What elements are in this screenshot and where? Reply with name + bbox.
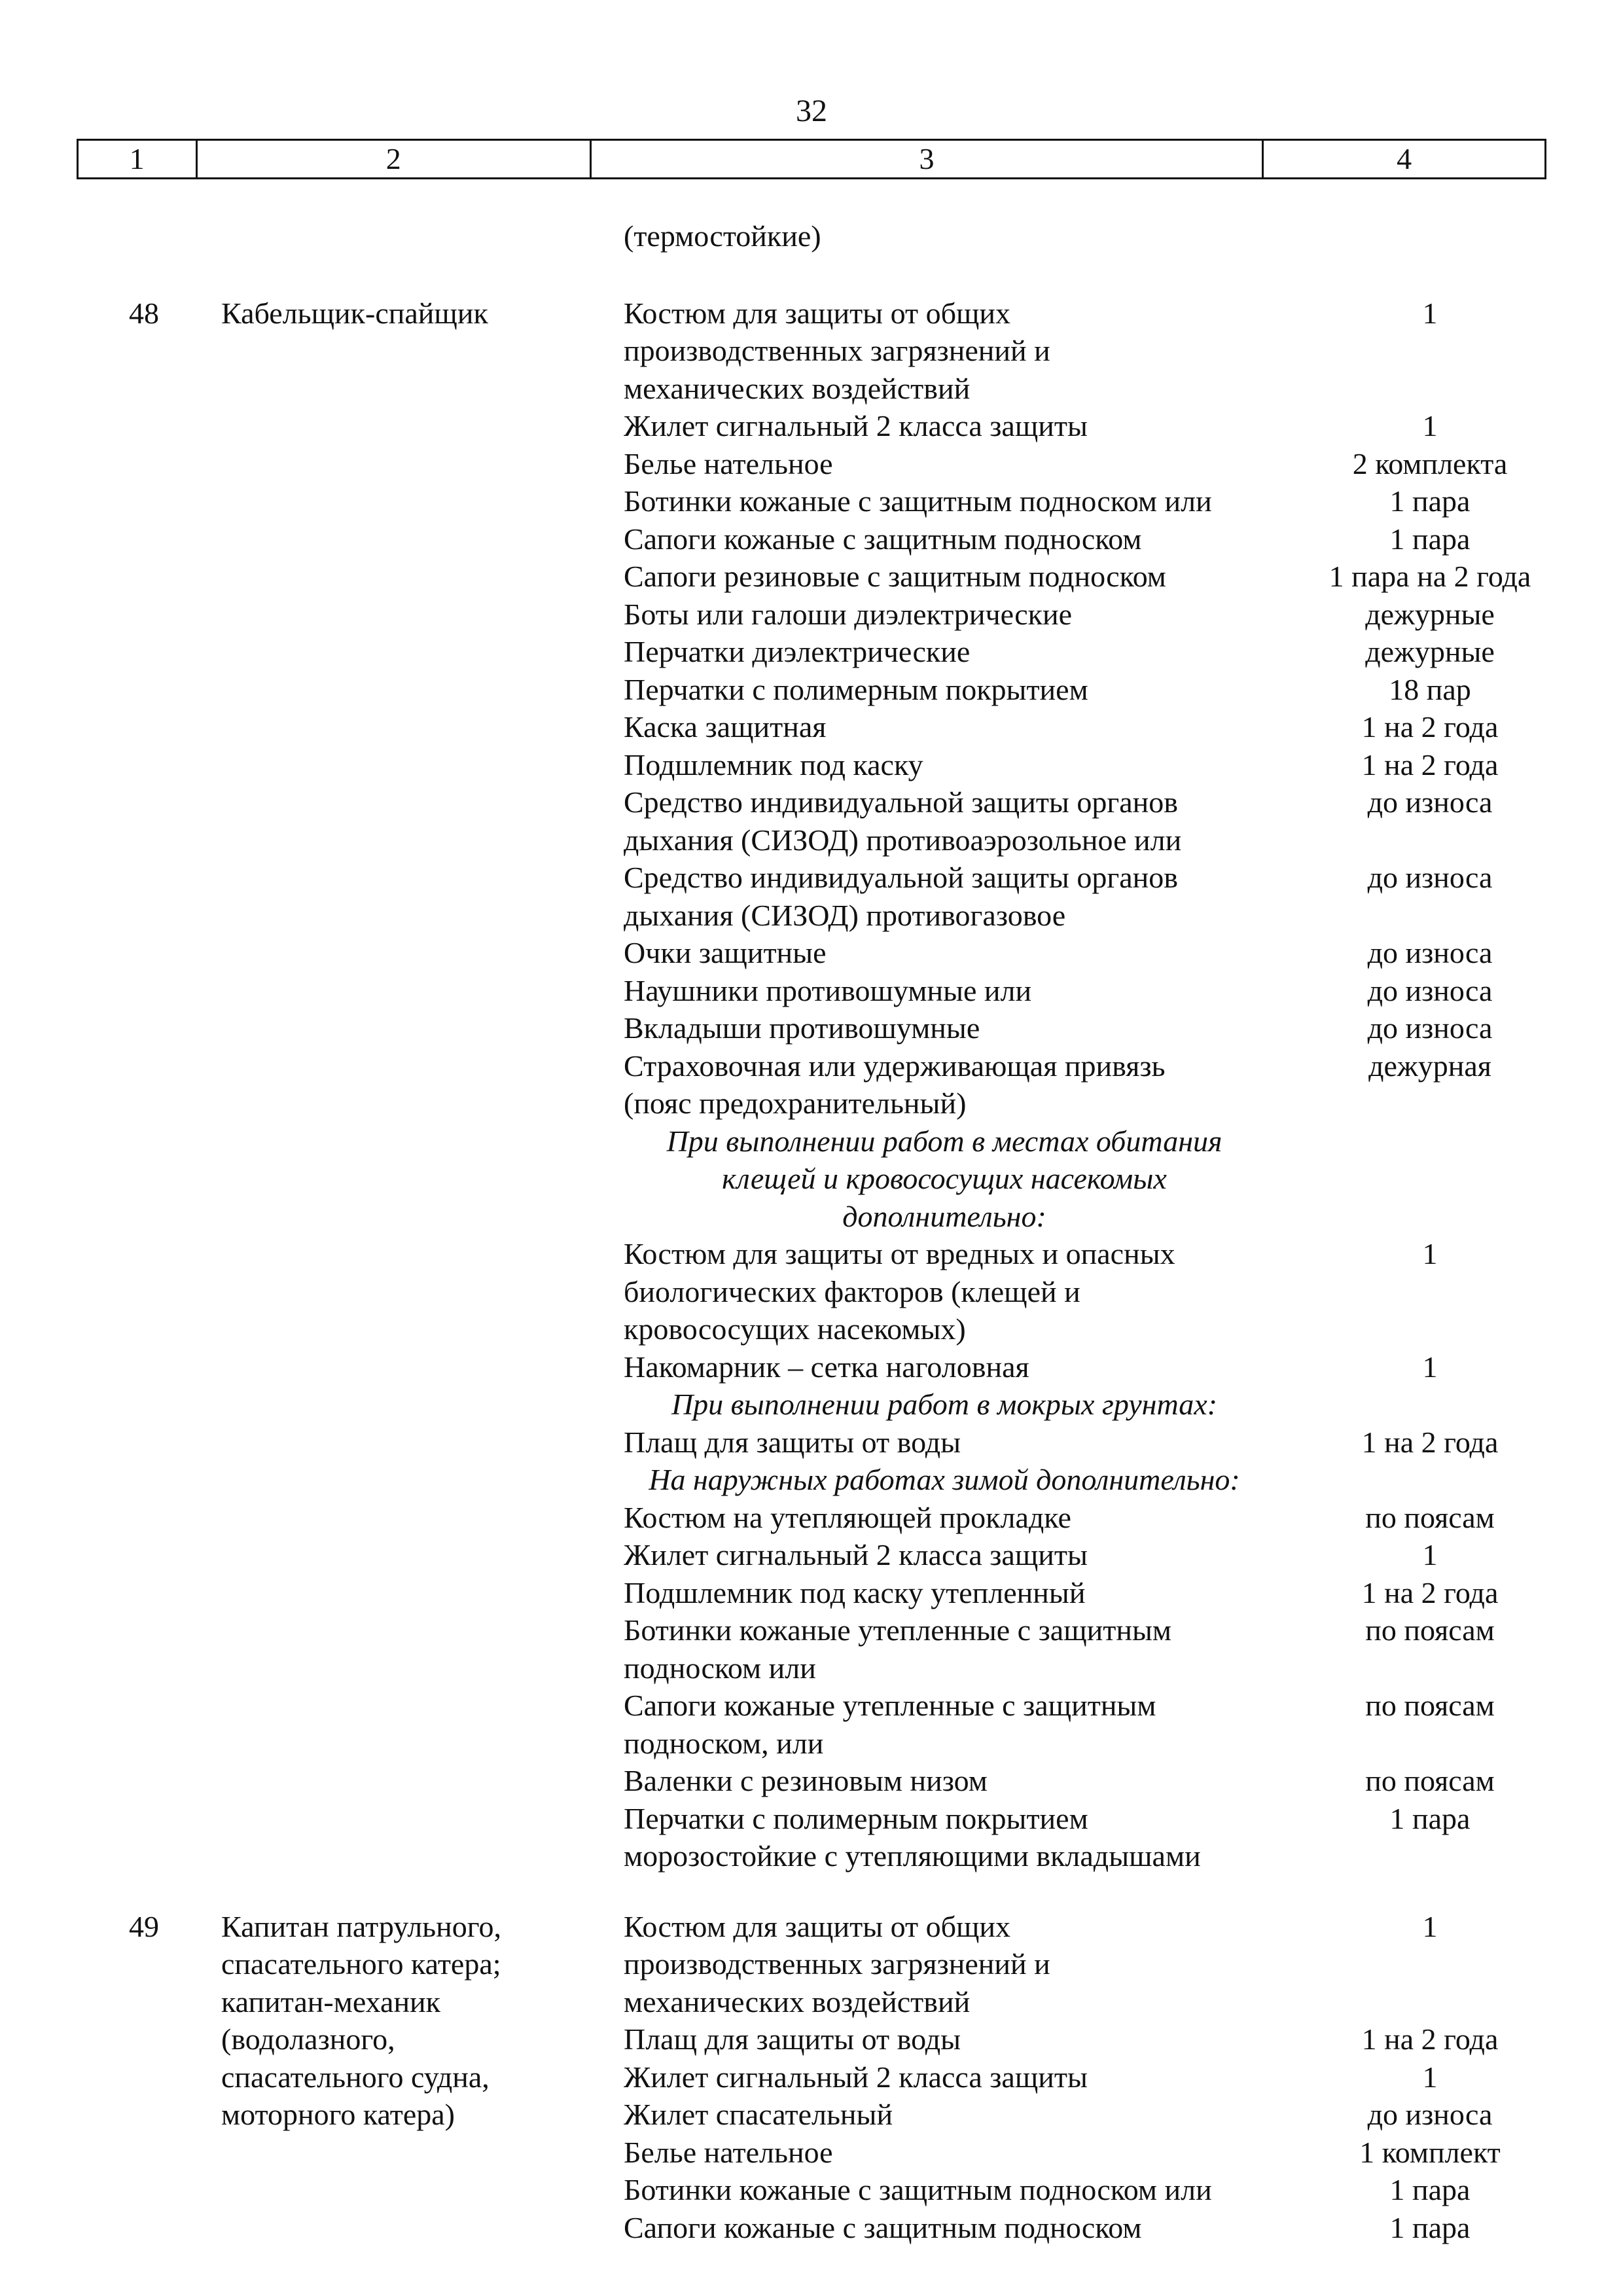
job-title-line: Кабельщик-спайщик <box>221 296 488 330</box>
ppe-item: Перчатки с полимерным покрытием <box>624 672 1088 706</box>
job-title-line: моторного катера) <box>221 2098 455 2131</box>
ppe-item: Сапоги резиновые с защитным подноском <box>624 560 1166 593</box>
job-title-line: Капитан патрульного, <box>221 1909 501 1943</box>
issue-norm: 18 пар <box>1389 672 1471 706</box>
ppe-item: Жилет спасательный <box>624 2098 893 2131</box>
ppe-item: Костюм для защиты от вредных и опасных <box>624 1237 1175 1270</box>
issue-norm: дежурная <box>1368 1049 1491 1083</box>
issue-norm: до износа <box>1367 2098 1493 2131</box>
entry-number: 48 <box>129 296 159 330</box>
job-title-line: капитан-механик <box>221 1984 441 2018</box>
column-header-3: 3 <box>592 141 1264 177</box>
issue-norm: 1 комплект <box>1359 2135 1501 2169</box>
issue-norm: 1 пара <box>1389 1801 1471 1835</box>
ppe-item: Сапоги кожаные с защитным подноском <box>624 2210 1142 2244</box>
condition-note: дополнительно: <box>842 1199 1046 1233</box>
issue-norm: по поясам <box>1365 1613 1495 1647</box>
issue-norm: 1 на 2 года <box>1361 747 1499 781</box>
ppe-item: Ботинки кожаные утепленные с защитным <box>624 1613 1171 1647</box>
issue-norm: по поясам <box>1365 1689 1495 1722</box>
issue-norm: 1 <box>1422 2060 1438 2094</box>
issue-norm: дежурные <box>1365 597 1495 631</box>
ppe-item: Жилет сигнальный 2 класса защиты <box>624 1538 1088 1571</box>
issue-norm: 1 пара <box>1389 484 1471 518</box>
column-header-4: 4 <box>1397 142 1412 175</box>
ppe-item: механических воздействий <box>624 1984 971 2018</box>
issue-norm: 1 на 2 года <box>1361 1575 1499 1609</box>
ppe-item: Подшлемник под каску утепленный <box>624 1575 1086 1609</box>
continuation-text: (термостойкие) <box>624 219 821 253</box>
ppe-item: подноском, или <box>624 1726 824 1760</box>
ppe-item: Костюм на утепляющей прокладке <box>624 1500 1071 1534</box>
issue-norm: 1 на 2 года <box>1361 710 1499 744</box>
issue-norm: до износа <box>1367 973 1493 1007</box>
ppe-item: Страховочная или удерживающая привязь <box>624 1049 1166 1083</box>
issue-norm: 1 пара <box>1389 522 1471 556</box>
ppe-item: дыхания (СИЗОД) противогазовое <box>624 898 1066 932</box>
ppe-item: механических воздействий <box>624 371 971 405</box>
issue-norm: 1 <box>1422 1237 1438 1270</box>
issue-norm: 1 пара <box>1389 2210 1471 2244</box>
issue-norm: 1 <box>1422 1350 1438 1384</box>
ppe-item: Ботинки кожаные с защитным подноском или <box>624 484 1212 518</box>
ppe-item: кровососущих насекомых) <box>624 1312 966 1346</box>
issue-norm: 1 <box>1422 1909 1438 1943</box>
ppe-item: Белье нательное <box>624 2135 833 2169</box>
issue-norm: 1 <box>1422 409 1438 442</box>
ppe-item: подноском или <box>624 1651 816 1685</box>
issue-norm: до износа <box>1367 785 1493 819</box>
issue-norm: 1 пара на 2 года <box>1329 560 1531 593</box>
ppe-item: Средство индивидуальной защиты органов <box>624 861 1178 894</box>
ppe-item: Перчатки с полимерным покрытием <box>624 1801 1088 1835</box>
condition-note: На наружных работах зимой дополнительно: <box>649 1463 1240 1496</box>
ppe-item: морозостойкие с утепляющими вкладышами <box>624 1839 1201 1873</box>
ppe-item: Костюм для защиты от общих <box>624 296 1011 330</box>
issue-norm: дежурные <box>1365 635 1495 668</box>
condition-note: При выполнении работ в местах обитания <box>666 1124 1222 1158</box>
ppe-item: Сапоги кожаные утепленные с защитным <box>624 1689 1156 1722</box>
job-title-line: спасательного судна, <box>221 2060 490 2094</box>
ppe-item: Костюм для защиты от общих <box>624 1909 1011 1943</box>
issue-norm: по поясам <box>1365 1500 1495 1534</box>
job-title-line: спасательного катера; <box>221 1947 501 1981</box>
issue-norm: 1 на 2 года <box>1361 2022 1499 2056</box>
page-number: 32 <box>796 94 827 128</box>
issue-norm: до износа <box>1367 861 1493 894</box>
ppe-item: Жилет сигнальный 2 класса защиты <box>624 409 1088 442</box>
ppe-item: Вкладыши противошумные <box>624 1011 980 1045</box>
issue-norm: 1 пара <box>1389 2173 1471 2206</box>
ppe-item: биологических факторов (клещей и <box>624 1274 1080 1308</box>
condition-note: При выполнении работ в мокрых грунтах: <box>671 1388 1218 1421</box>
ppe-item: Наушники противошумные или <box>624 973 1032 1007</box>
ppe-item: Перчатки диэлектрические <box>624 635 971 668</box>
ppe-item: Жилет сигнальный 2 класса защиты <box>624 2060 1088 2094</box>
ppe-item: производственных загрязнений и <box>624 334 1050 367</box>
entry-number: 49 <box>129 1909 159 1943</box>
ppe-item: Белье нательное <box>624 446 833 480</box>
ppe-item: Валенки с резиновым низом <box>624 1764 988 1797</box>
ppe-item: Подшлемник под каску <box>624 747 923 781</box>
ppe-item: Плащ для защиты от воды <box>624 1425 961 1459</box>
job-title-line: (водолазного, <box>221 2022 395 2056</box>
issue-norm: 1 <box>1422 1538 1438 1571</box>
issue-norm: по поясам <box>1365 1764 1495 1797</box>
issue-norm: 1 на 2 года <box>1361 1425 1499 1459</box>
ppe-item: Средство индивидуальной защиты органов <box>624 785 1178 819</box>
ppe-item: Очки защитные <box>624 936 827 969</box>
issue-norm: до износа <box>1367 1011 1493 1045</box>
column-header-1: 1 <box>79 141 198 177</box>
issue-norm: 2 комплекта <box>1352 446 1508 480</box>
issue-norm: 1 <box>1422 296 1438 330</box>
ppe-item: Ботинки кожаные с защитным подноском или <box>624 2173 1212 2206</box>
ppe-item: Накомарник – сетка наголовная <box>624 1350 1029 1384</box>
ppe-item: (пояс предохранительный) <box>624 1086 967 1120</box>
ppe-item: Боты или галоши диэлектрические <box>624 597 1073 631</box>
column-header-row <box>77 139 1546 179</box>
ppe-item: дыхания (СИЗОД) противоаэрозольное или <box>624 823 1182 857</box>
ppe-item: Плащ для защиты от воды <box>624 2022 961 2056</box>
ppe-item: производственных загрязнений и <box>624 1947 1050 1981</box>
ppe-item: Сапоги кожаные с защитным подноском <box>624 522 1142 556</box>
ppe-item: Каска защитная <box>624 710 827 744</box>
condition-note: клещей и кровососущих насекомых <box>722 1162 1167 1195</box>
issue-norm: до износа <box>1367 936 1493 969</box>
column-header-2: 2 <box>198 141 592 177</box>
